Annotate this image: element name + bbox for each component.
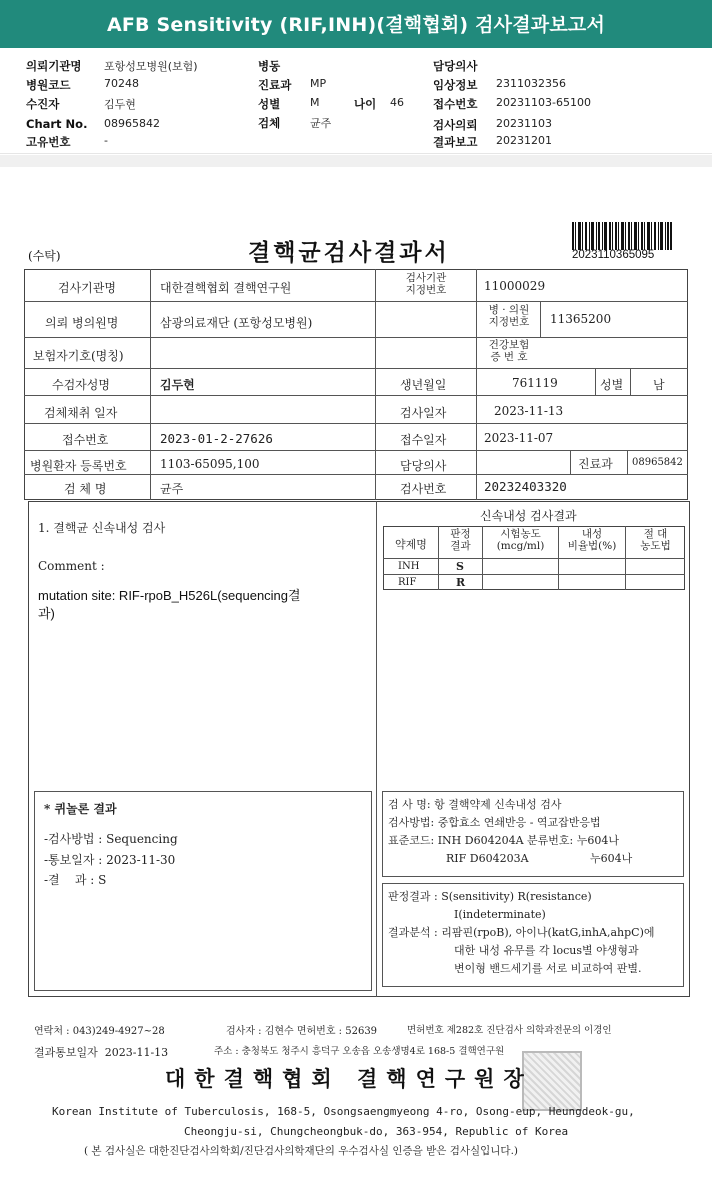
- quinolone-result: -결 과 : S: [44, 873, 107, 887]
- info-value: 2311032356: [496, 77, 566, 90]
- consignment-label: (수탁): [28, 249, 61, 263]
- dept-label: 진료과: [578, 457, 613, 471]
- sex-label: 성별: [600, 378, 624, 392]
- test-date-label: 검사일자: [400, 406, 447, 420]
- method-line: 검 사 명: 항 결핵약제 신속내성 검사: [388, 798, 562, 811]
- report-title: AFB Sensitivity (RIF,INH)(결핵협회) 검사결과보고서: [0, 0, 712, 48]
- col-header-proportion: 내성 비율법(%): [567, 528, 617, 552]
- rapid-table-title: 신속내성 검사결과: [480, 509, 577, 523]
- address: 주소 : 충청북도 청주시 흥덕구 오송읍 오송생명4로 168-5 결핵연구원: [214, 1046, 505, 1057]
- quinolone-box: [34, 791, 372, 991]
- analysis-line: 변이형 밴드세기를 서로 비교하여 판별.: [454, 962, 642, 975]
- certification-note: ( 본 검사실은 대한진단검사의학회/진단검사의학재단의 우수검사실 인증을 받은 검사실입니다.): [84, 1145, 519, 1157]
- quinolone-notify-date: -통보일자 : 2023-11-30: [44, 853, 176, 867]
- col-header-concentration: 시험농도 (mcg/ml): [496, 528, 545, 552]
- test-date: 2023-11-13: [494, 404, 564, 418]
- judgment-line: 판정결과 : S(sensitivity) R(resistance): [388, 890, 592, 903]
- result-notify-date: 결과통보일자 2023-11-13: [34, 1046, 169, 1059]
- reg-no: 1103-65095,100: [160, 457, 260, 471]
- info-label: 나이: [354, 97, 377, 111]
- insured-label: 보험자기호(명칭): [33, 349, 124, 363]
- quinolone-method: -검사방법 : Sequencing: [44, 832, 178, 846]
- info-label: 결과보고: [433, 135, 478, 149]
- receipt-date: 2023-11-07: [484, 431, 554, 445]
- lab-name: 대한결핵협회 결핵연구원: [160, 281, 292, 295]
- info-value: 08965842: [104, 117, 160, 130]
- receipt-no: 2023-01-2-27626: [160, 431, 273, 446]
- info-label: 병원코드: [26, 78, 71, 92]
- info-value: 20231201: [496, 134, 552, 147]
- quinolone-heading: * 퀴놀론 결과: [44, 802, 117, 816]
- col-header-result: 판정 결과: [450, 528, 471, 552]
- info-label: 고유번호: [26, 135, 71, 149]
- report-info-panel: [0, 48, 712, 154]
- address-english-1: Korean Institute of Tuberculosis, 168-5, Osongsaengmyeong 4-ro, Osong-eup, Heungdeok-gu,: [52, 1105, 635, 1118]
- col-header-absolute: 절 대 농도법: [640, 528, 671, 552]
- method-line: 표준코드: INH D604204A 분류번호: 누604나: [388, 834, 619, 847]
- info-label: 임상정보: [433, 78, 478, 92]
- info-value: 김두현: [104, 98, 136, 111]
- info-label: 병동: [258, 59, 281, 73]
- receipt-date-label: 접수일자: [400, 433, 447, 447]
- receipt-no-label: 접수번호: [62, 433, 109, 447]
- info-label: Chart No.: [26, 117, 88, 131]
- specimen-label: 검 체 명: [64, 482, 107, 496]
- patient-name: 김두현: [160, 378, 195, 392]
- hosp-id: 11365200: [550, 312, 612, 326]
- info-label: 진료과: [258, 78, 292, 92]
- drug-result: S: [456, 560, 464, 573]
- lab-id-label: 검사기관 지정번호: [405, 272, 447, 296]
- info-value: MP: [310, 77, 327, 90]
- drug-result: R: [456, 576, 466, 589]
- scanned-result-document: [0, 167, 712, 1188]
- info-label: 성별: [258, 97, 281, 111]
- test-no-label: 검사번호: [400, 482, 447, 496]
- method-line: RIF D604203A: [446, 852, 529, 865]
- judgment-line: I(indeterminate): [454, 908, 546, 921]
- info-label: 의뢰기관명: [26, 59, 82, 73]
- method-line: 검사방법: 중합효소 연쇄반응 - 역교잡반응법: [388, 816, 601, 829]
- dept-value: 08965842: [632, 457, 683, 468]
- address-english-2: Cheongju-si, Chungcheongbuk-do, 363-954, Republic of Korea: [184, 1125, 569, 1138]
- analysis-line: 결과분석 : 리팜핀(rpoB), 아이나(katG,inhA,ahpC)에: [388, 926, 655, 939]
- hosp-id-label: 병 · 의원 지정번호: [488, 304, 530, 328]
- doctor-label: 담당의사: [400, 459, 447, 473]
- info-value: 20231103: [496, 117, 552, 130]
- patient-label: 수검자성명: [52, 378, 110, 392]
- barcode-number: 2023110365095: [572, 249, 655, 261]
- drug-name: RIF: [398, 577, 417, 588]
- drug-name: INH: [398, 561, 420, 572]
- examiner: 검사자 : 김현수 면허번호 : 52639: [226, 1026, 378, 1037]
- info-label: 검사의뢰: [433, 118, 478, 132]
- analysis-line: 대한 내성 유무를 각 locus별 야생형과: [454, 944, 639, 957]
- section-gap: [0, 155, 712, 167]
- info-label: 담당의사: [433, 59, 478, 73]
- info-value: -: [104, 134, 108, 147]
- req-hosp: 삼광의료재단 (포항성모병원): [160, 316, 313, 330]
- info-value: 46: [390, 96, 404, 109]
- document-title: 결핵균검사결과서: [248, 239, 450, 266]
- physician-license: 면허번호 제282호 진단검사 의학과전문의 이경인: [407, 1025, 612, 1036]
- birth-label: 생년월일: [400, 378, 447, 392]
- specimen: 균주: [160, 482, 184, 496]
- comment-label: Comment :: [38, 559, 105, 573]
- sex-value: 남: [653, 378, 665, 392]
- test-no: 20232403320: [484, 479, 567, 494]
- insurance-no-label: 건강보험 증 번 호: [488, 339, 530, 363]
- info-value: 포항성모병원(보험): [104, 60, 198, 73]
- info-label: 접수번호: [433, 97, 478, 111]
- institute-director: 대한결핵협회 결핵연구원장: [165, 1066, 533, 1091]
- collect-date-label: 검체채취 일자: [44, 406, 118, 420]
- barcode: [572, 222, 672, 250]
- method-line: 누604나: [590, 852, 633, 865]
- lab-id: 11000029: [484, 279, 546, 293]
- lab-name-label: 검사기관명: [58, 281, 116, 295]
- info-value: 70248: [104, 77, 139, 90]
- info-label: 수진자: [26, 97, 60, 111]
- reg-no-label: 병원환자 등록번호: [30, 459, 127, 473]
- contact-phone: 연락처 : 043)249-4927~28: [34, 1026, 165, 1037]
- info-value: 균주: [310, 117, 332, 130]
- info-value: M: [310, 96, 320, 109]
- rapid-test-heading: 1. 결핵균 신속내성 검사: [38, 521, 166, 535]
- col-header-drug: 약제명: [395, 538, 427, 551]
- req-hosp-label: 의뢰 병의원명: [45, 316, 119, 330]
- mutation-line-1: mutation site: RIF-rpoB_H526L(sequencing결: [38, 588, 301, 603]
- info-label: 검체: [258, 116, 281, 130]
- birth-date: 761119: [512, 376, 558, 390]
- mutation-line-2: 과): [38, 606, 55, 621]
- info-value: 20231103-65100: [496, 96, 591, 109]
